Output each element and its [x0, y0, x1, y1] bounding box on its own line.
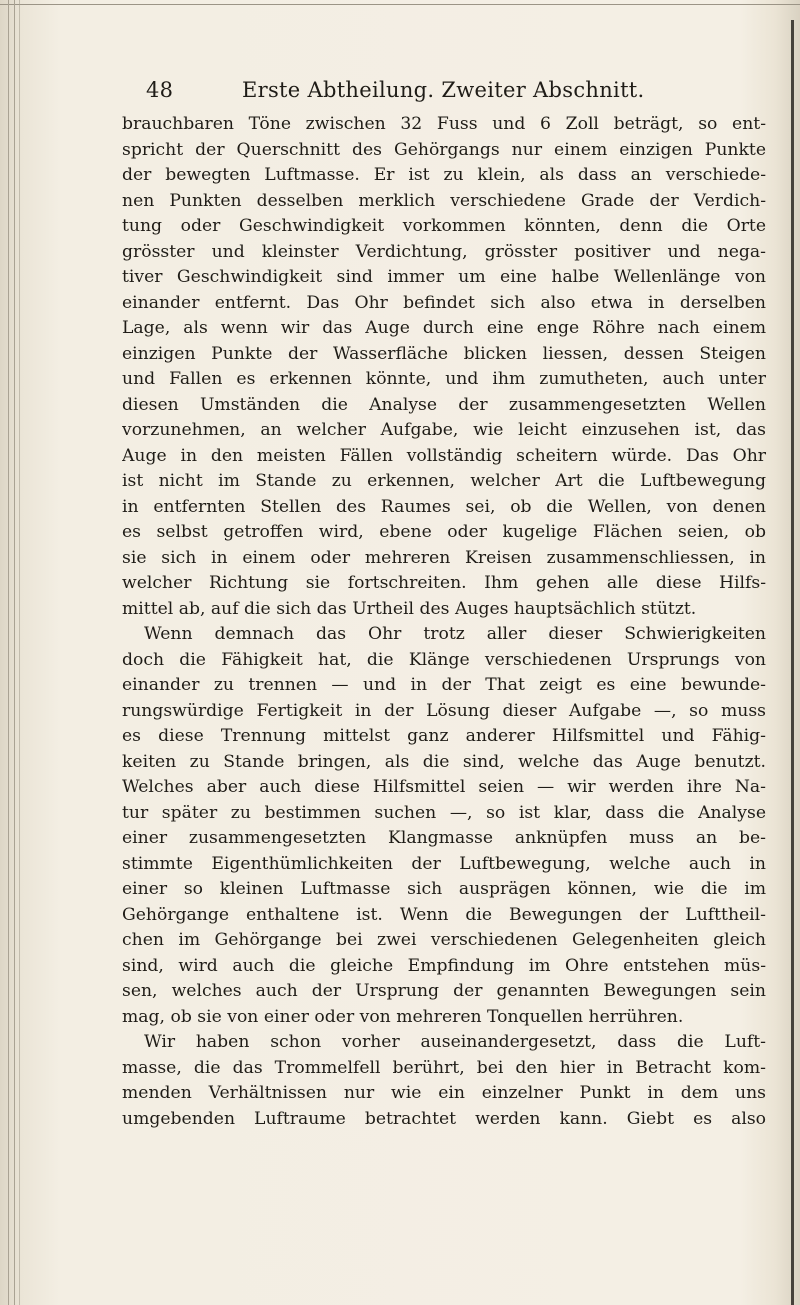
- text-line: stimmte Eigenthümlichkeiten der Luftbewegung, welche auch in: [122, 853, 766, 874]
- text-line: brauchbaren Töne zwischen 32 Fuss und 6 Zoll beträgt, so ent-: [122, 114, 766, 134]
- running-title: Erste Abtheilung. Zweiter Abschnitt.: [242, 78, 645, 102]
- text-line: Auge in den meisten Fällen vollständig scheitern würde. Das Ohr: [122, 445, 766, 466]
- text-line: und Fallen es erkennen könnte, und ihm zumutheten, auch unter: [122, 369, 766, 389]
- text-line: chen im Gehörgange bei zwei verschiedenen Gelegenheiten gleich: [122, 930, 766, 950]
- page-edge: [791, 20, 794, 1305]
- top-edge-rule: [0, 4, 800, 5]
- text-line: diesen Umständen die Analyse der zusammengesetzten Wellen: [122, 394, 766, 415]
- text-line: tung oder Geschwindigkeit vorkommen könnten, denn die Orte: [122, 216, 766, 236]
- text-line: mittel ab, auf die sich das Urtheil des Auges hauptsächlich stützt.: [122, 598, 697, 619]
- text-line: spricht der Querschnitt des Gehörgangs nur einem einzigen Punkte: [122, 139, 766, 160]
- text-line: einzigen Punkte der Wasserfläche blicken liessen, dessen Steigen: [122, 343, 766, 364]
- gutter-line: [8, 0, 9, 1305]
- text-line: einander zu trennen — und in der That zeigt es eine bewunde-: [122, 675, 766, 695]
- text-line: sie sich in einem oder mehreren Kreisen zusammenschliessen, in: [122, 547, 766, 568]
- body-text: [122, 112, 766, 1132]
- text-line: in entfernten Stellen des Raumes sei, ob die Wellen, von denen: [122, 496, 766, 517]
- text-line: nen Punkten desselben merklich verschiedene Grade der Verdich-: [122, 190, 766, 211]
- text-line: masse, die das Trommelfell berührt, bei den hier in Betracht kom-: [122, 1057, 766, 1078]
- text-line: vorzunehmen, an welcher Aufgabe, wie leicht einzusehen ist, das: [122, 420, 766, 440]
- text-line: der bewegten Luftmasse. Er ist zu klein, als dass an verschiede-: [122, 165, 766, 185]
- text-line: Wenn demnach das Ohr trotz aller dieser Schwierigkeiten: [144, 624, 766, 644]
- text-line: Lage, als wenn wir das Auge durch eine enge Röhre nach einem: [122, 318, 766, 338]
- gutter-line: [14, 0, 15, 1305]
- text-line: umgebenden Luftraume betrachtet werden kann. Giebt es also: [122, 1108, 766, 1129]
- text-line: einander entfernt. Das Ohr befindet sich also etwa in derselben: [122, 292, 766, 313]
- text-line: keiten zu Stande bringen, als die sind, welche das Auge benutzt.: [122, 751, 766, 772]
- text-line: rungswürdige Fertigkeit in der Lösung dieser Aufgabe —, so muss: [122, 700, 766, 721]
- text-line: tiver Geschwindigkeit sind immer um eine halbe Wellenlänge von: [122, 267, 766, 287]
- text-line: ist nicht im Stande zu erkennen, welcher Art die Luftbewegung: [122, 471, 766, 491]
- text-line: welcher Richtung sie fortschreiten. Ihm gehen alle diese Hilfs-: [122, 573, 766, 593]
- text-line: grösster und kleinster Verdichtung, grösster positiver und nega-: [122, 241, 766, 262]
- text-line: sen, welches auch der Ursprung der genannten Bewegungen sein: [122, 981, 766, 1001]
- text-line: es selbst getroffen wird, ebene oder kugelige Flächen seien, ob: [122, 522, 766, 542]
- text-line: einer zusammengesetzten Klangmasse anknüpfen muss an be-: [122, 828, 766, 848]
- text-line: Wir haben schon vorher auseinandergesetzt, dass die Luft-: [144, 1032, 766, 1052]
- page-number: 48: [146, 78, 174, 102]
- text-line: einer so kleinen Luftmasse sich ausprägen können, wie die im: [122, 879, 766, 899]
- text-line: Welches aber auch diese Hilfsmittel seien — wir werden ihre Na-: [122, 777, 766, 797]
- text-line: mag, ob sie von einer oder von mehreren Tonquellen herrühren.: [122, 1006, 684, 1027]
- running-header: [146, 78, 766, 108]
- text-line: tur später zu bestimmen suchen —, so ist klar, dass die Analyse: [122, 802, 766, 823]
- text-line: menden Verhältnissen nur wie ein einzelner Punkt in dem uns: [122, 1083, 766, 1103]
- text-line: es diese Trennung mittelst ganz anderer Hilfsmittel und Fähig-: [122, 726, 766, 746]
- gutter-line: [19, 0, 20, 1305]
- text-line: sind, wird auch die gleiche Empfindung im Ohre entstehen müs-: [122, 955, 766, 976]
- text-line: Gehörgange enthaltene ist. Wenn die Bewegungen der Lufttheil-: [122, 904, 766, 925]
- text-line: doch die Fähigkeit hat, die Klänge verschiedenen Ursprungs von: [122, 649, 766, 670]
